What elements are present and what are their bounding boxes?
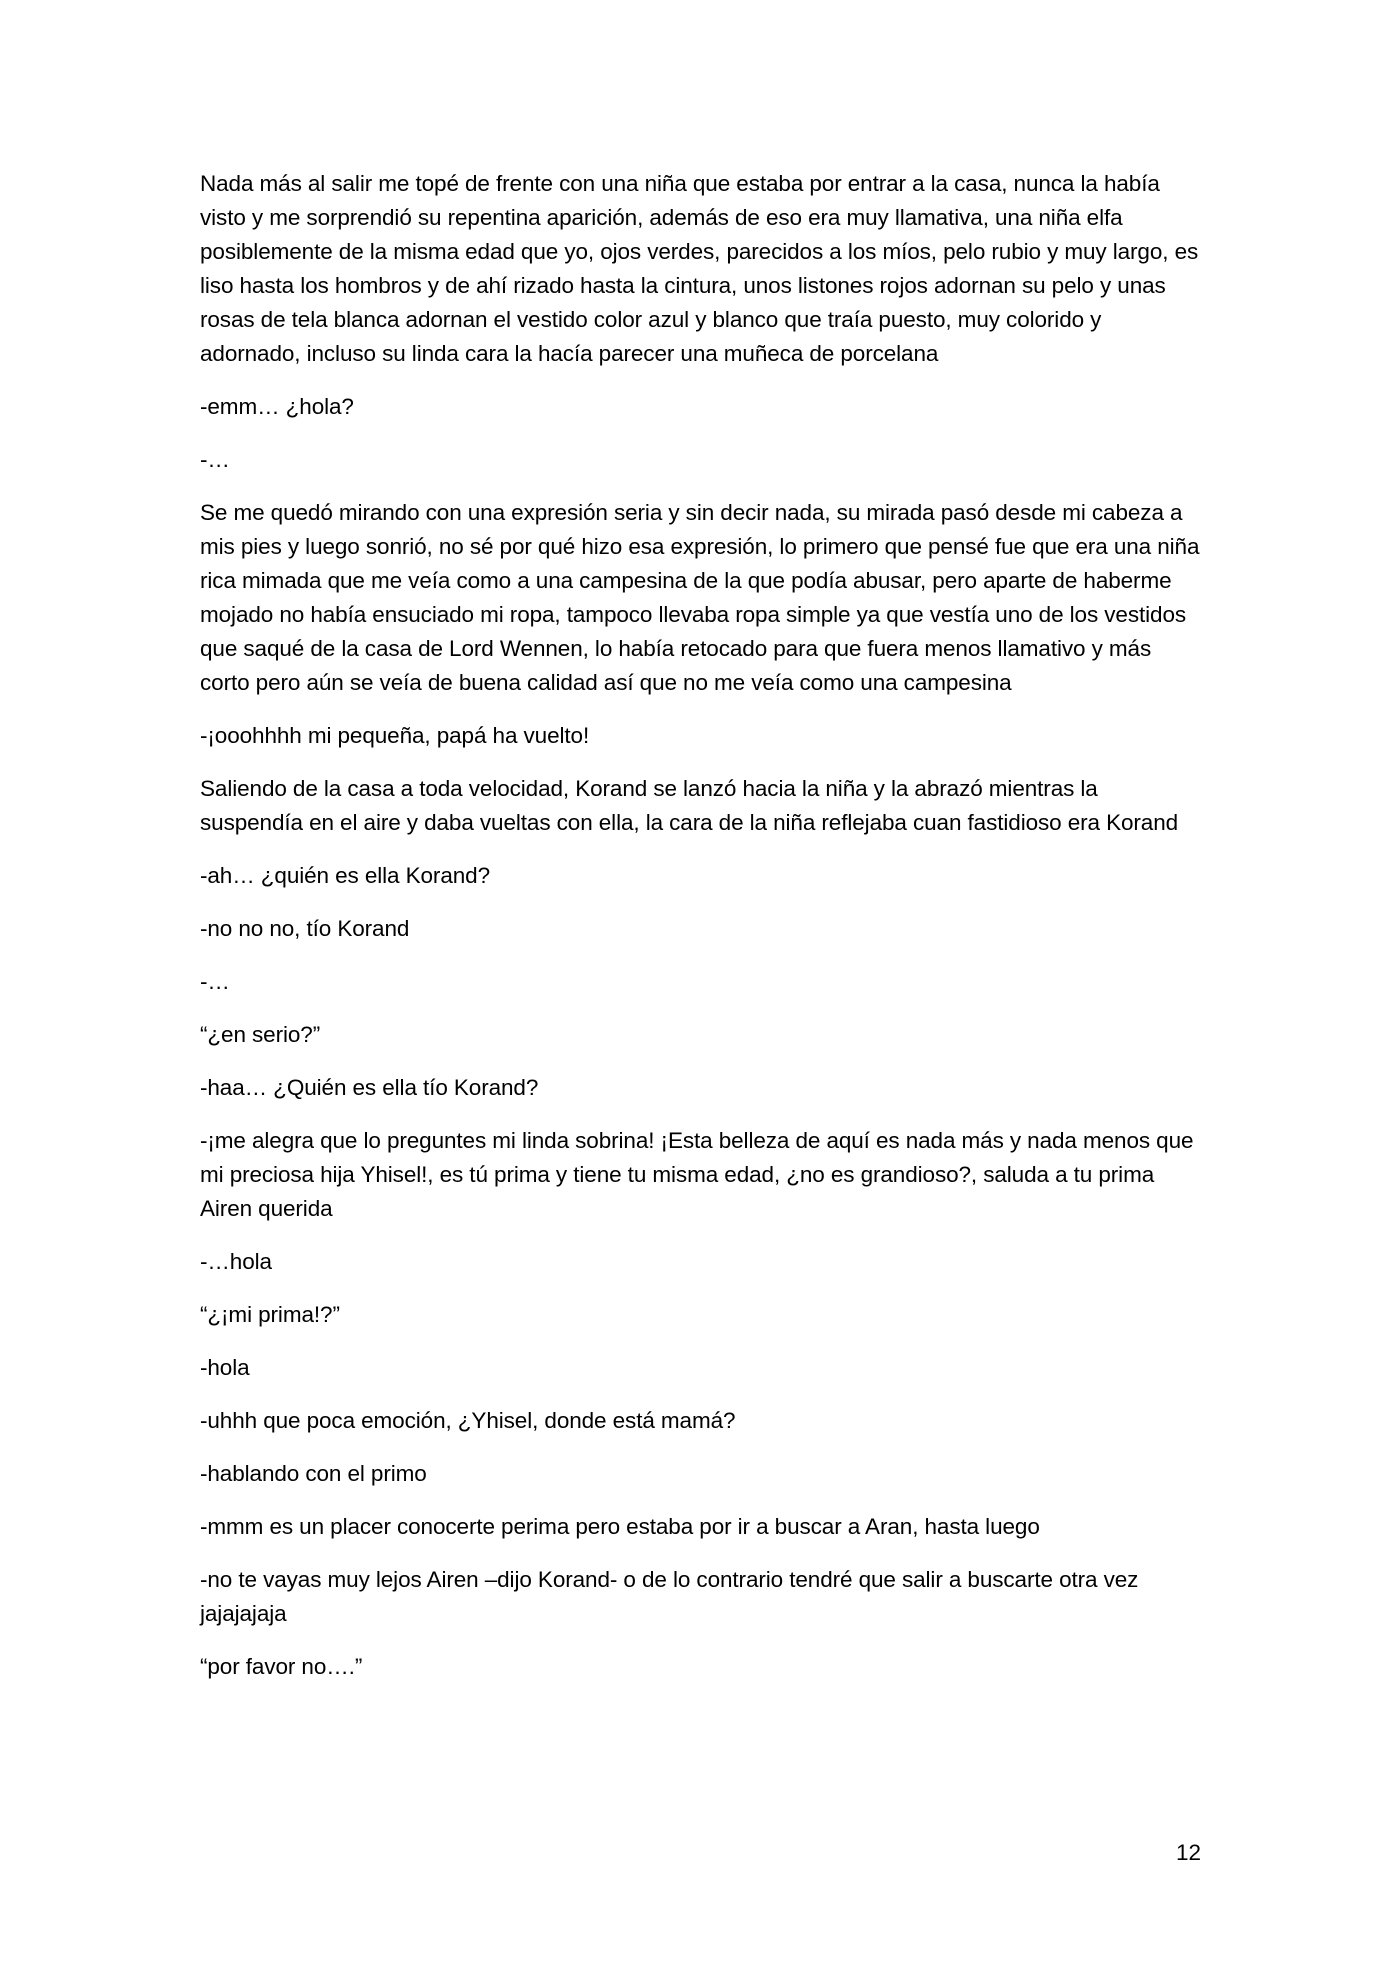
dialogue-line: -no no no, tío Korand (200, 916, 410, 941)
paragraph-narration: Se me quedó mirando con una expresión seria y sin decir nada, su mirada pasó desde mi cabeza a mis pies y luego sonrió, no sé por qué hizo esa expresión, lo primero que pensé fue que era una niña rica mimada que me veía como a una campesina de la que podía abusar, pero aparte de haberme mojado no había ensuciado mi ropa, tampoco llevaba ropa simple ya que vestía uno de los vestidos que saqué de la casa de Lord Wennen, lo había retocado para que fuera menos llamativo y más corto pero aún se veía de buena calidad así que no me veía como una campesina (200, 500, 1200, 695)
paragraph-narration: Saliendo de la casa a toda velocidad, Korand se lanzó hacia la niña y la abrazó mientras la suspendía en el aire y daba vueltas con ella, la cara de la niña reflejaba cuan fastidioso era Korand (200, 776, 1179, 835)
page-number: 12 (1175, 1840, 1201, 1865)
dialogue-line: -…hola (200, 1249, 272, 1274)
dialogue-line: -… (200, 969, 230, 994)
body-text (200, 167, 1204, 1703)
dialogue-line: -mmm es un placer conocerte perima pero estaba por ir a buscar a Aran, hasta luego (200, 1514, 1040, 1539)
dialogue-line: -haa… ¿Quién es ella tío Korand? (200, 1075, 539, 1100)
dialogue-line: -¡ooohhhh mi pequeña, papá ha vuelto! (200, 723, 590, 748)
dialogue-line: -no te vayas muy lejos Airen –dijo Korand- o de lo contrario tendré que salir a buscarte otra vez jajajajaja (200, 1567, 1139, 1626)
thought-line: “¿en serio?” (200, 1022, 321, 1047)
thought-line: “¿¡mi prima!?” (200, 1302, 340, 1327)
dialogue-line: -ah… ¿quién es ella Korand? (200, 863, 490, 888)
paragraph-description-girl: Nada más al salir me topé de frente con una niña que estaba por entrar a la casa, nunca la había visto y me sorprendió su repentina aparición, además de eso era muy llamativa, una niña elfa posiblemente de la misma edad que yo, ojos verdes, parecidos a los míos, pelo rubio y muy largo, es liso hasta los hombros y de ahí rizado hasta la cintura, unos listones rojos adornan su pelo y unas rosas de tela blanca adornan el vestido color azul y blanco que traía puesto, muy colorido y adornado, incluso su linda cara la hacía parecer una muñeca de porcelana (200, 171, 1199, 366)
dialogue-line: -uhhh que poca emoción, ¿Yhisel, donde está mamá? (200, 1408, 736, 1433)
dialogue-line: -… (200, 447, 230, 472)
thought-line: “por favor no….” (200, 1654, 363, 1679)
dialogue-line: -hola (200, 1355, 250, 1380)
dialogue-line: -emm… ¿hola? (200, 394, 354, 419)
dialogue-line: -¡me alegra que lo preguntes mi linda sobrina! ¡Esta belleza de aquí es nada más y nada menos que mi preciosa hija Yhisel!, es tú prima y tiene tu misma edad, ¿no es grandioso?, saluda a tu prima Airen querida (200, 1128, 1194, 1221)
dialogue-line: -hablando con el primo (200, 1461, 427, 1486)
